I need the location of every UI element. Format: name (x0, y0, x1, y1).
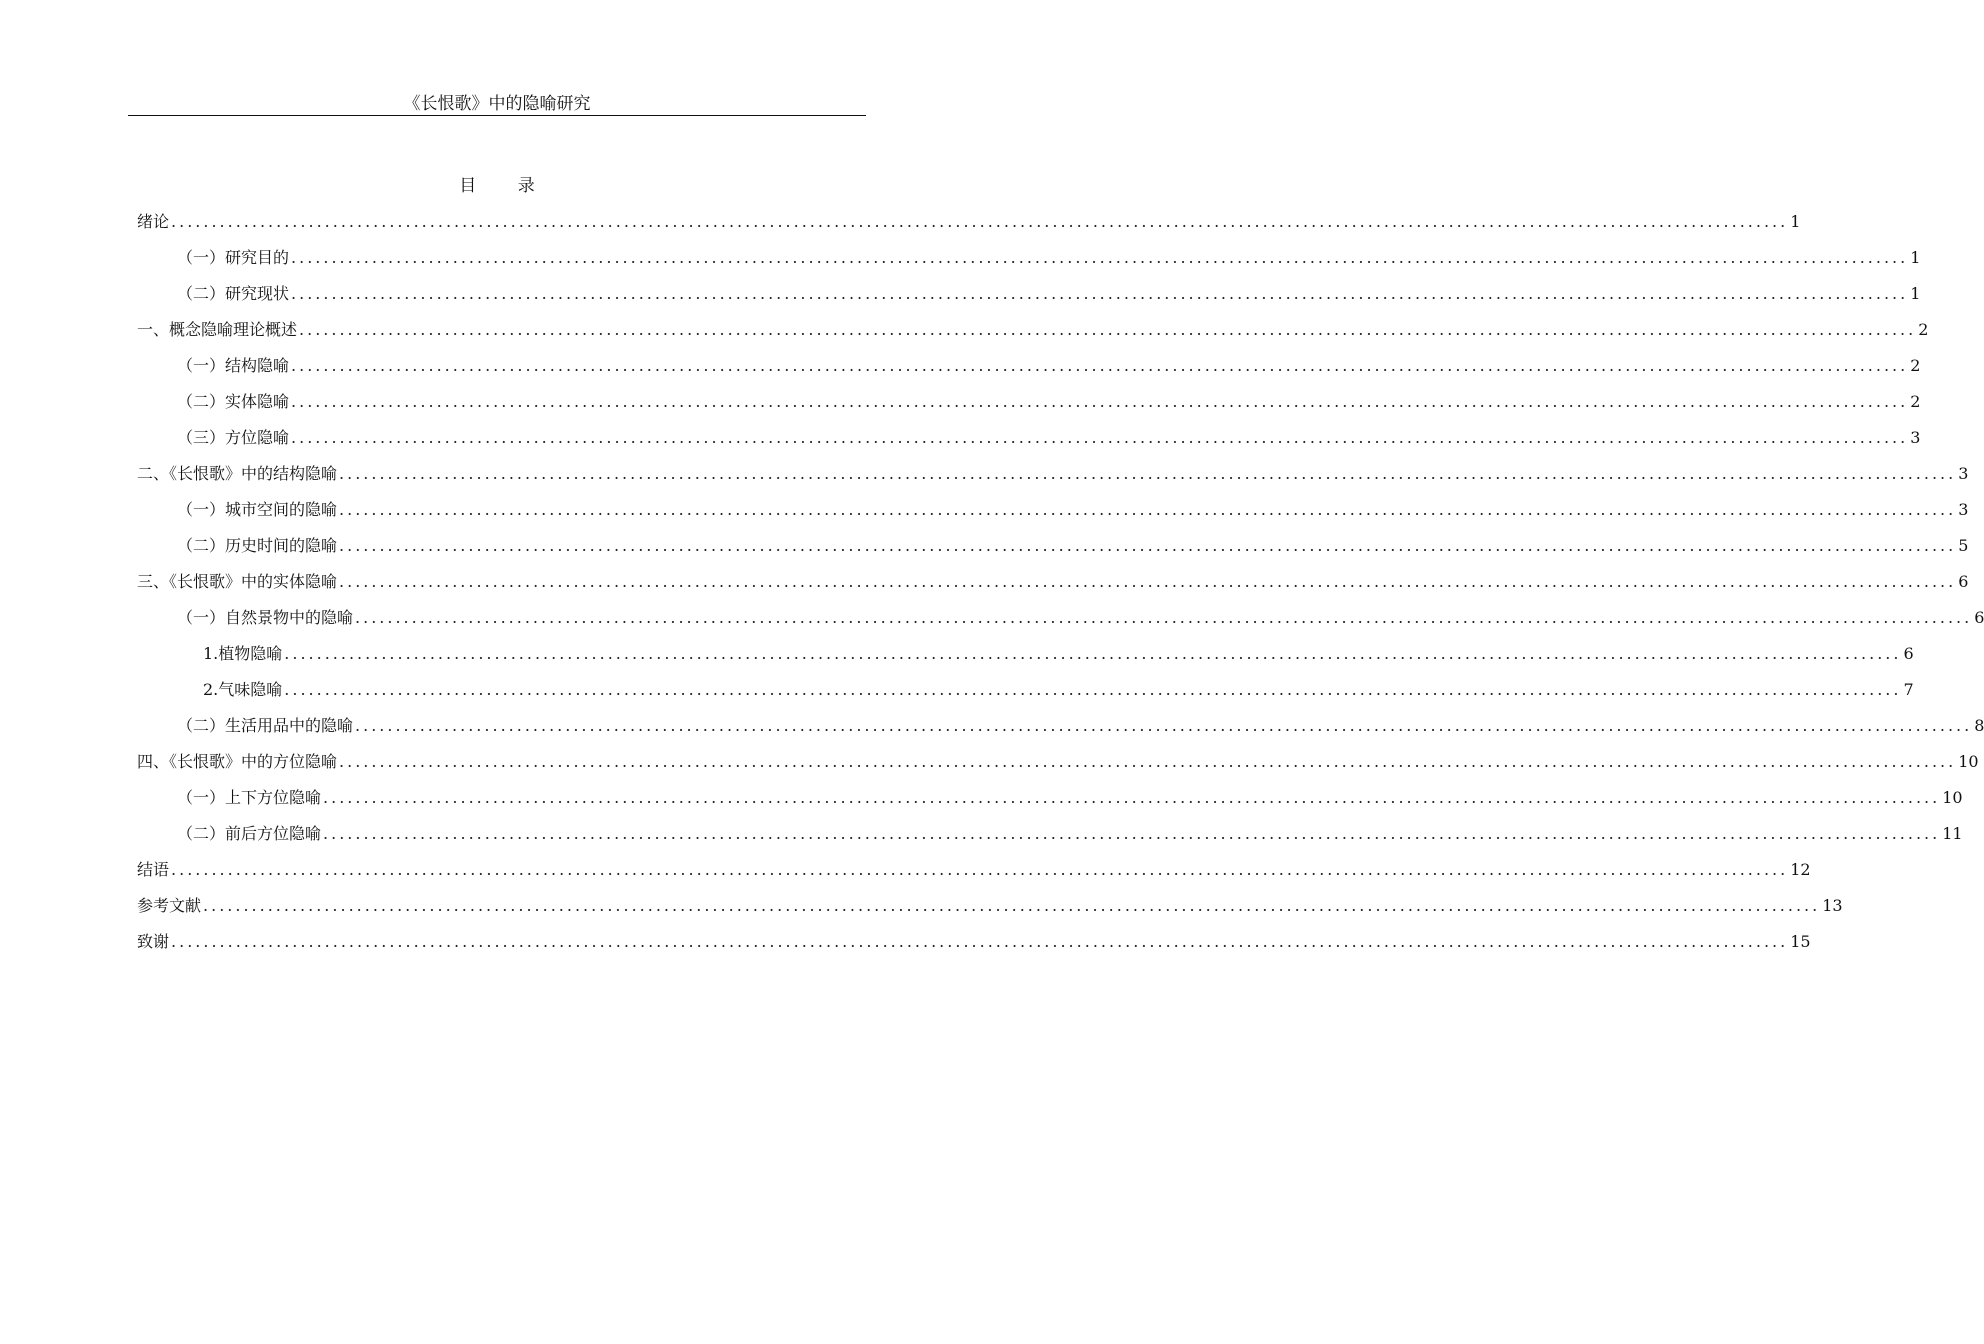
toc-entry-label: （一）结构隐喻 (177, 356, 290, 375)
toc-entry-label: 1.植物隐喻 (203, 644, 283, 663)
toc-entry-page: 1 (1910, 284, 1921, 303)
toc-entry-label: （二）实体隐喻 (177, 392, 290, 411)
toc-entry[interactable] (137, 816, 1963, 852)
toc-leader-dots: ........................................................................................................................................................................................................ (323, 788, 1941, 807)
toc-entry[interactable] (137, 852, 1811, 888)
toc-entry-label: （二）历史时间的隐喻 (177, 536, 338, 555)
toc-leader-dots: ........................................................................................................................................................................................................ (284, 680, 1902, 699)
toc-entry[interactable] (137, 348, 1921, 384)
toc-entry-page: 3 (1958, 500, 1969, 519)
toc-entry-label: 一、概念隐喻理论概述 (137, 320, 298, 339)
toc-leader-dots: ........................................................................................................................................................................................................ (171, 860, 1789, 879)
toc-entry-page: 2 (1918, 320, 1929, 339)
toc-leader-dots: ........................................................................................................................................................................................................ (339, 572, 1957, 591)
header-rule (128, 115, 866, 116)
toc-entry-page: 6 (1903, 644, 1914, 663)
toc-leader-dots: ........................................................................................................................................................................................................ (339, 536, 1957, 555)
toc-entry-page: 15 (1790, 932, 1811, 951)
toc-entry[interactable] (137, 204, 1801, 240)
toc-entry-label: 参考文献 (137, 896, 202, 915)
toc-leader-dots: ........................................................................................................................................................................................................ (203, 896, 1821, 915)
toc-entry[interactable] (137, 312, 1929, 348)
toc-entry-label: （二）生活用品中的隐喻 (177, 716, 354, 735)
toc-entry-page: 10 (1942, 788, 1963, 807)
toc-leader-dots: ........................................................................................................................................................................................................ (291, 356, 1909, 375)
toc-leader-dots: ........................................................................................................................................................................................................ (291, 392, 1909, 411)
toc-entry-label: （一）上下方位隐喻 (177, 788, 322, 807)
toc-entry-label: 2.气味隐喻 (203, 680, 283, 699)
toc-entry-page: 1 (1910, 248, 1921, 267)
toc-entry[interactable] (137, 384, 1921, 420)
toc-entry[interactable] (137, 744, 1979, 780)
toc-leader-dots: ........................................................................................................................................................................................................ (291, 428, 1909, 447)
toc-entry-page: 10 (1958, 752, 1979, 771)
toc-leader-dots: ........................................................................................................................................................................................................ (323, 824, 1941, 843)
toc-leader-dots: ........................................................................................................................................................................................................ (339, 464, 1957, 483)
toc-entry[interactable] (137, 888, 1843, 924)
toc-entry[interactable] (137, 780, 1963, 816)
toc-entry-page: 2 (1910, 392, 1921, 411)
toc-entry-label: （三）方位隐喻 (177, 428, 290, 447)
toc-entry-label: （二）前后方位隐喻 (177, 824, 322, 843)
toc-title: 目 录 (459, 176, 553, 196)
toc-entry[interactable] (137, 276, 1921, 312)
toc-entry-page: 7 (1903, 680, 1914, 699)
toc-entry-label: （一）自然景物中的隐喻 (177, 608, 354, 627)
toc-leader-dots: ........................................................................................................................................................................................................ (284, 644, 1902, 663)
toc-leader-dots: ........................................................................................................................................................................................................ (291, 284, 1909, 303)
toc-entry-page: 13 (1822, 896, 1843, 915)
toc-entry-label: 四、《长恨歌》中的方位隐喻 (137, 752, 338, 771)
toc-entry[interactable] (137, 708, 1984, 744)
toc-leader-dots: ........................................................................................................................................................................................................ (339, 752, 1957, 771)
toc-entry-page: 8 (1974, 716, 1984, 735)
toc-entry[interactable] (137, 240, 1921, 276)
running-header: 《长恨歌》中的隐喻研究 (403, 94, 591, 114)
toc-leader-dots: ........................................................................................................................................................................................................ (291, 248, 1909, 267)
toc-entry[interactable] (137, 924, 1811, 960)
toc-leader-dots: ........................................................................................................................................................................................................ (355, 608, 1973, 627)
toc-entry[interactable] (137, 636, 1914, 672)
toc-entry[interactable] (137, 420, 1921, 456)
toc-entry-page: 11 (1942, 824, 1963, 843)
toc-entry-label: （二）研究现状 (177, 284, 290, 303)
toc-entry[interactable] (137, 672, 1914, 708)
toc-entry-label: （一）城市空间的隐喻 (177, 500, 338, 519)
toc-entry-page: 6 (1974, 608, 1984, 627)
toc-entry-page: 5 (1958, 536, 1969, 555)
toc-leader-dots: ........................................................................................................................................................................................................ (171, 212, 1789, 231)
toc-entry-page: 3 (1910, 428, 1921, 447)
toc-entry-page: 3 (1958, 464, 1969, 483)
toc-leader-dots: ........................................................................................................................................................................................................ (339, 500, 1957, 519)
toc-entry-label: 结语 (137, 860, 170, 879)
toc-entry-page: 12 (1790, 860, 1811, 879)
toc-leader-dots: ........................................................................................................................................................................................................ (355, 716, 1973, 735)
toc-entry-page: 2 (1910, 356, 1921, 375)
toc-entry[interactable] (137, 492, 1969, 528)
toc-leader-dots: ........................................................................................................................................................................................................ (171, 932, 1789, 951)
toc-entry-label: 二、《长恨歌》中的结构隐喻 (137, 464, 338, 483)
table-of-contents (137, 204, 1984, 960)
toc-entry-page: 1 (1790, 212, 1801, 231)
toc-entry-label: 三、《长恨歌》中的实体隐喻 (137, 572, 338, 591)
toc-entry[interactable] (137, 528, 1969, 564)
toc-leader-dots: ........................................................................................................................................................................................................ (299, 320, 1917, 339)
toc-entry-label: 绪论 (137, 212, 170, 231)
toc-entry[interactable] (137, 600, 1984, 636)
toc-entry[interactable] (137, 564, 1969, 600)
toc-entry-label: （一）研究目的 (177, 248, 290, 267)
toc-entry-page: 6 (1958, 572, 1969, 591)
toc-entry[interactable] (137, 456, 1969, 492)
toc-entry-label: 致谢 (137, 932, 170, 951)
